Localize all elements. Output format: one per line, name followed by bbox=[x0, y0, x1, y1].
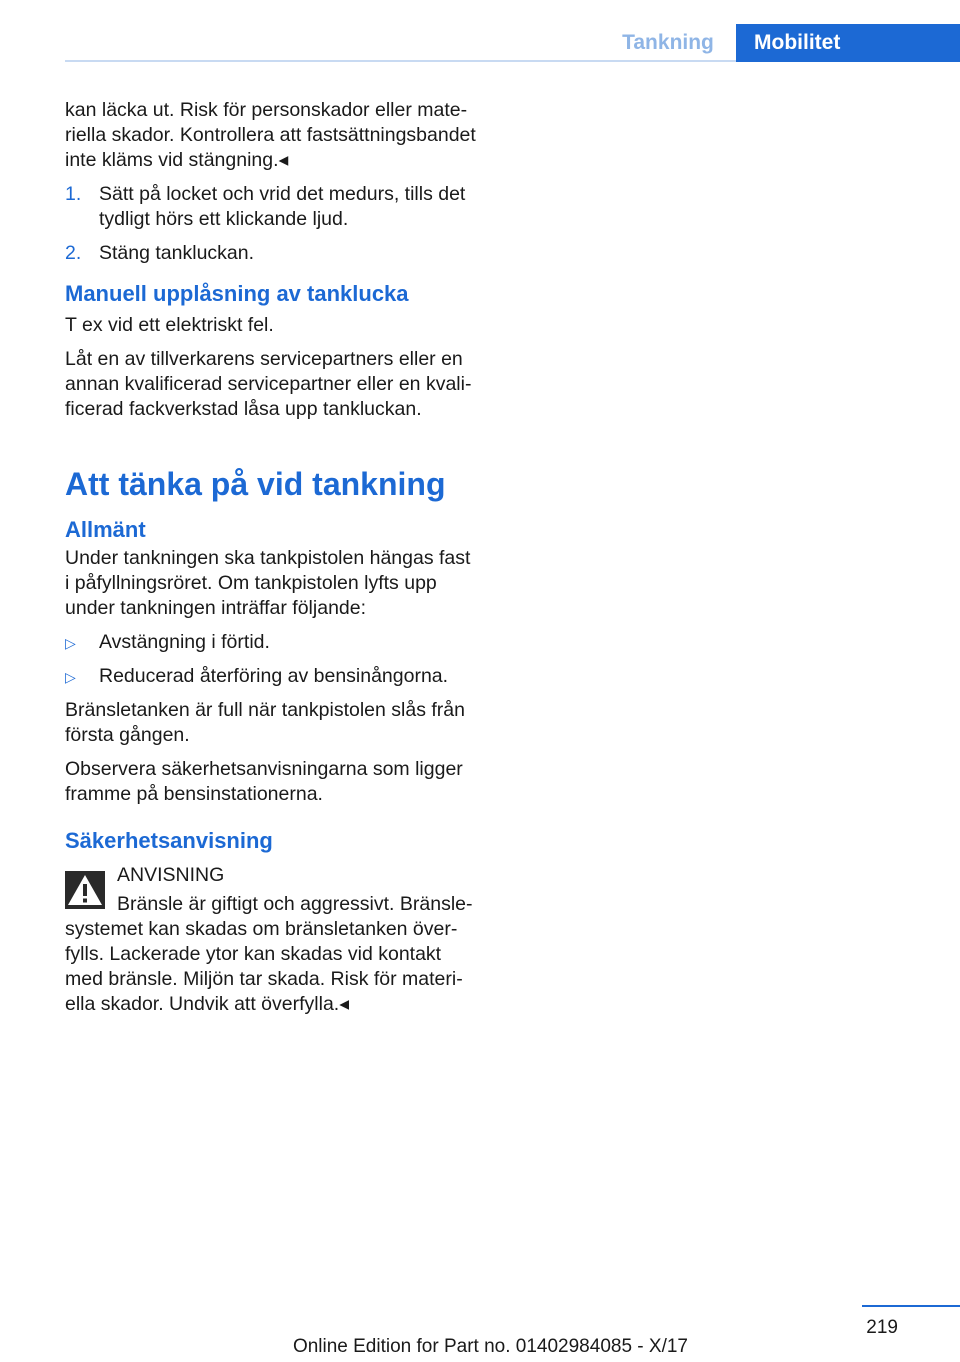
general-paragraph-2: Bränsletanken är full när tankpistolen slås från första gången. bbox=[65, 699, 465, 746]
footer-rule bbox=[862, 1305, 960, 1307]
step-text: Stäng tankluckan. bbox=[99, 242, 255, 264]
intro-paragraph: kan läcka ut. Risk för personskador eller materiella skador. Kontrollera att fastsättningsbandet inte kläms vid stängning.◂ bbox=[65, 99, 476, 171]
safety-label: ANVISNING bbox=[117, 864, 225, 886]
page-number: 219 bbox=[866, 1317, 898, 1338]
safety-heading: Säkerhetsanvisning bbox=[65, 828, 273, 853]
safety-text: Bränsle är giftigt och aggressivt. Bränslesystemet kan skadas om bränsletanken överfylls. Lackerade ytor kan skadas vid kontakt med bränsle. Miljön tar skada. Risk för materiella skador. Undvik att överfylla.◂ bbox=[65, 893, 473, 1015]
step-number: 1. bbox=[65, 183, 82, 205]
bullet-text: Avstängning i förtid. bbox=[99, 631, 270, 653]
manual-unlock-paragraph-2: Låt en av tillverkarens servicepartners eller en annan kvalificerad servicepartner eller en kvalificerad fackverkstad låsa upp tankluckan. bbox=[65, 348, 472, 420]
header-tab-section[interactable]: Tankning bbox=[622, 31, 714, 54]
bullet-text: Reducerad återföring av bensinångorna. bbox=[99, 665, 449, 687]
page-content bbox=[65, 98, 480, 1026]
consequences-list bbox=[65, 630, 480, 689]
header-tab-chapter[interactable]: Mobilitet bbox=[736, 24, 960, 62]
steps-list bbox=[65, 182, 480, 266]
list-item bbox=[65, 182, 480, 232]
list-item bbox=[65, 241, 480, 266]
manual-unlock-heading: Manuell upplåsning av tanklucka bbox=[65, 281, 409, 306]
edition-line: Online Edition for Part no. 01402984085 - X/17 bbox=[292, 1336, 688, 1357]
triangle-bullet-icon: ▷ bbox=[65, 669, 76, 685]
manual-unlock-paragraph-1: T ex vid ett elektriskt fel. bbox=[65, 314, 274, 336]
general-paragraph-1: Under tankningen ska tankpistolen hängas fast i påfyllningsröret. Om tankpistolen lyfts upp under tankningen inträffar följande: bbox=[65, 547, 471, 619]
triangle-bullet-icon: ▷ bbox=[65, 635, 76, 651]
step-text: Sätt på locket och vrid det medurs, tills det tydligt hörs ett klickande ljud. bbox=[99, 183, 466, 230]
list-item bbox=[65, 664, 480, 689]
general-heading: Allmänt bbox=[65, 517, 146, 542]
refuel-section-heading: Att tänka på vid tankning bbox=[65, 466, 446, 502]
general-paragraph-3: Observera säkerhetsanvisningarna som ligger framme på bensinstationerna. bbox=[65, 758, 463, 805]
step-number: 2. bbox=[65, 242, 82, 264]
list-item bbox=[65, 630, 480, 655]
safety-notice bbox=[65, 863, 480, 888]
warning-icon bbox=[65, 871, 105, 909]
